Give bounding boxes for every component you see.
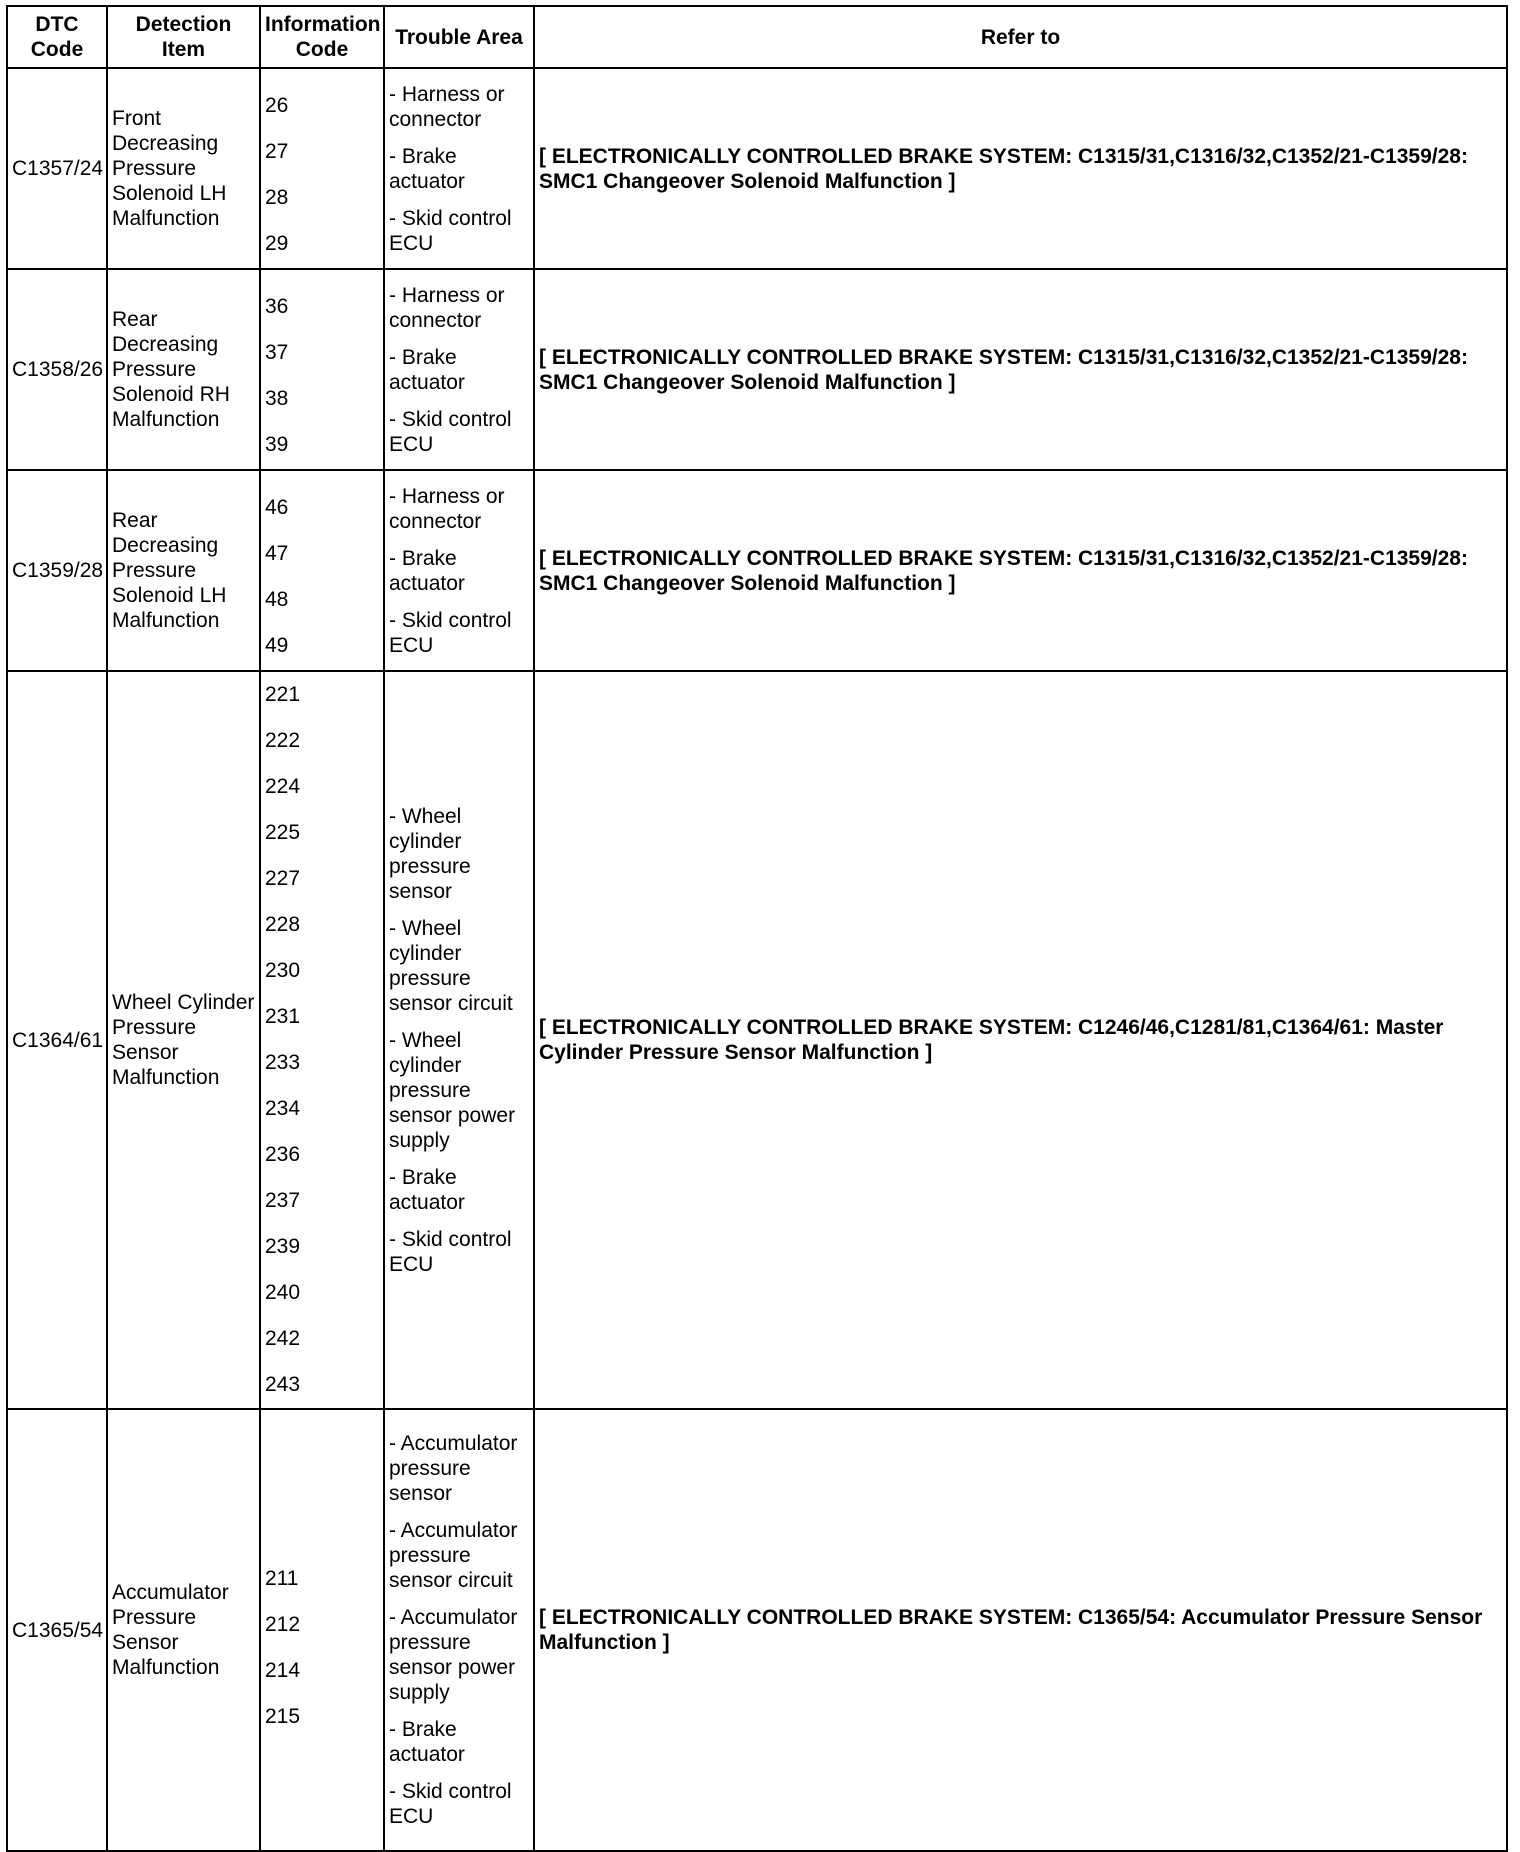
trouble-area-item: - Accumulator pressure sensor xyxy=(389,1432,518,1505)
dtc-code-cell: C1364/61 xyxy=(7,671,107,1409)
header-trouble-area: Trouble Area xyxy=(384,6,534,68)
trouble-area-cell xyxy=(384,1409,534,1851)
refer-to-link[interactable]: [ ELECTRONICALLY CONTROLLED BRAKE SYSTEM: C1246/46,C1281/81,C1364/61: Master Cylinder Pressure Sensor Malfunction ] xyxy=(534,671,1507,1409)
information-code: 242 xyxy=(265,1327,301,1350)
trouble-area-item: - Wheel cylinder pressure sensor xyxy=(389,804,471,903)
trouble-area-item: - Skid control ECU xyxy=(389,407,512,456)
header-row xyxy=(7,6,1507,68)
trouble-area-item: - Brake actuator xyxy=(389,546,465,595)
refer-to-link[interactable]: [ ELECTRONICALLY CONTROLLED BRAKE SYSTEM: C1365/54: Accumulator Pressure Sensor Malfunction ] xyxy=(534,1409,1507,1851)
information-code-cell xyxy=(260,269,384,470)
trouble-area-item: - Harness or connector xyxy=(389,484,505,533)
information-code: 49 xyxy=(265,634,289,657)
information-code: 37 xyxy=(265,341,289,364)
table-row xyxy=(7,470,1507,671)
header-refer-to: Refer to xyxy=(534,6,1507,68)
table-row xyxy=(7,671,1507,1409)
dtc-code-cell: C1365/54 xyxy=(7,1409,107,1851)
information-code: 237 xyxy=(265,1189,301,1212)
table-row xyxy=(7,68,1507,269)
information-code-cell xyxy=(260,1409,384,1851)
trouble-area-item: - Brake actuator xyxy=(389,144,465,193)
detection-item-cell: Rear Decreasing Pressure Solenoid RH Malfunction xyxy=(107,269,260,470)
refer-to-link[interactable]: [ ELECTRONICALLY CONTROLLED BRAKE SYSTEM: C1315/31,C1316/32,C1352/21-C1359/28: SMC1 Changeover Solenoid Malfunction ] xyxy=(534,269,1507,470)
detection-item-cell: Rear Decreasing Pressure Solenoid LH Malfunction xyxy=(107,470,260,671)
information-code: 231 xyxy=(265,1005,301,1028)
information-code: 214 xyxy=(265,1659,301,1682)
information-code: 236 xyxy=(265,1143,301,1166)
information-code: 26 xyxy=(265,94,289,117)
information-code: 48 xyxy=(265,588,289,611)
trouble-area-item: - Brake actuator xyxy=(389,345,465,394)
refer-to-link[interactable]: [ ELECTRONICALLY CONTROLLED BRAKE SYSTEM: C1315/31,C1316/32,C1352/21-C1359/28: SMC1 Changeover Solenoid Malfunction ] xyxy=(534,470,1507,671)
table-row xyxy=(7,1409,1507,1851)
dtc-code-cell: C1357/24 xyxy=(7,68,107,269)
trouble-area-item: - Accumulator pressure sensor power supply xyxy=(389,1606,518,1704)
information-code: 230 xyxy=(265,959,301,982)
refer-to-link[interactable]: [ ELECTRONICALLY CONTROLLED BRAKE SYSTEM: C1315/31,C1316/32,C1352/21-C1359/28: SMC1 Changeover Solenoid Malfunction ] xyxy=(534,68,1507,269)
information-code: 222 xyxy=(265,729,301,752)
information-code: 29 xyxy=(265,232,289,255)
trouble-area-item: - Wheel cylinder pressure sensor power supply xyxy=(389,1028,516,1152)
information-code-cell xyxy=(260,671,384,1409)
information-code: 27 xyxy=(265,140,289,163)
trouble-area-cell xyxy=(384,671,534,1409)
information-code: 233 xyxy=(265,1051,301,1074)
dtc-code-cell: C1359/28 xyxy=(7,470,107,671)
information-code: 28 xyxy=(265,186,289,209)
information-code: 240 xyxy=(265,1281,301,1304)
header-dtc-code: DTC Code xyxy=(7,6,107,68)
information-code: 239 xyxy=(265,1235,301,1258)
information-code: 227 xyxy=(265,867,301,890)
trouble-area-item: - Brake actuator xyxy=(389,1718,465,1766)
information-code: 47 xyxy=(265,542,289,565)
information-code: 46 xyxy=(265,496,289,519)
information-code-cell xyxy=(260,68,384,269)
trouble-area-cell xyxy=(384,269,534,470)
dtc-table-container xyxy=(6,5,1506,1852)
trouble-area-item: - Skid control ECU xyxy=(389,206,512,255)
information-code: 228 xyxy=(265,913,301,936)
detection-item-cell: Wheel Cylinder Pressure Sensor Malfunction xyxy=(107,671,260,1409)
information-code-cell xyxy=(260,470,384,671)
trouble-area-cell xyxy=(384,470,534,671)
dtc-table xyxy=(6,5,1508,1852)
trouble-area-cell xyxy=(384,68,534,269)
trouble-area-item: - Skid control ECU xyxy=(389,608,512,657)
information-code: 36 xyxy=(265,295,289,318)
table-row xyxy=(7,269,1507,470)
header-detection-item: Detection Item xyxy=(107,6,260,68)
information-code: 224 xyxy=(265,775,301,798)
dtc-code-cell: C1358/26 xyxy=(7,269,107,470)
trouble-area-item: - Harness or connector xyxy=(389,82,505,131)
information-code: 38 xyxy=(265,387,289,410)
information-code: 215 xyxy=(265,1705,301,1728)
trouble-area-item: - Skid control ECU xyxy=(389,1227,512,1276)
trouble-area-item: - Wheel cylinder pressure sensor circuit xyxy=(389,916,513,1015)
trouble-area-item: - Harness or connector xyxy=(389,283,505,332)
information-code: 225 xyxy=(265,821,301,844)
detection-item-cell: Accumulator Pressure Sensor Malfunction xyxy=(107,1409,260,1851)
information-code: 211 xyxy=(265,1567,299,1590)
information-code: 39 xyxy=(265,433,289,456)
detection-item-cell: Front Decreasing Pressure Solenoid LH Malfunction xyxy=(107,68,260,269)
trouble-area-item: - Brake actuator xyxy=(389,1165,465,1214)
information-code: 212 xyxy=(265,1613,301,1636)
header-information-code: Information Code xyxy=(260,6,384,68)
trouble-area-item: - Accumulator pressure sensor circuit xyxy=(389,1519,518,1592)
information-code: 243 xyxy=(265,1373,301,1396)
trouble-area-item: - Skid control ECU xyxy=(389,1780,512,1828)
information-code: 221 xyxy=(265,683,301,706)
information-code: 234 xyxy=(265,1097,301,1120)
